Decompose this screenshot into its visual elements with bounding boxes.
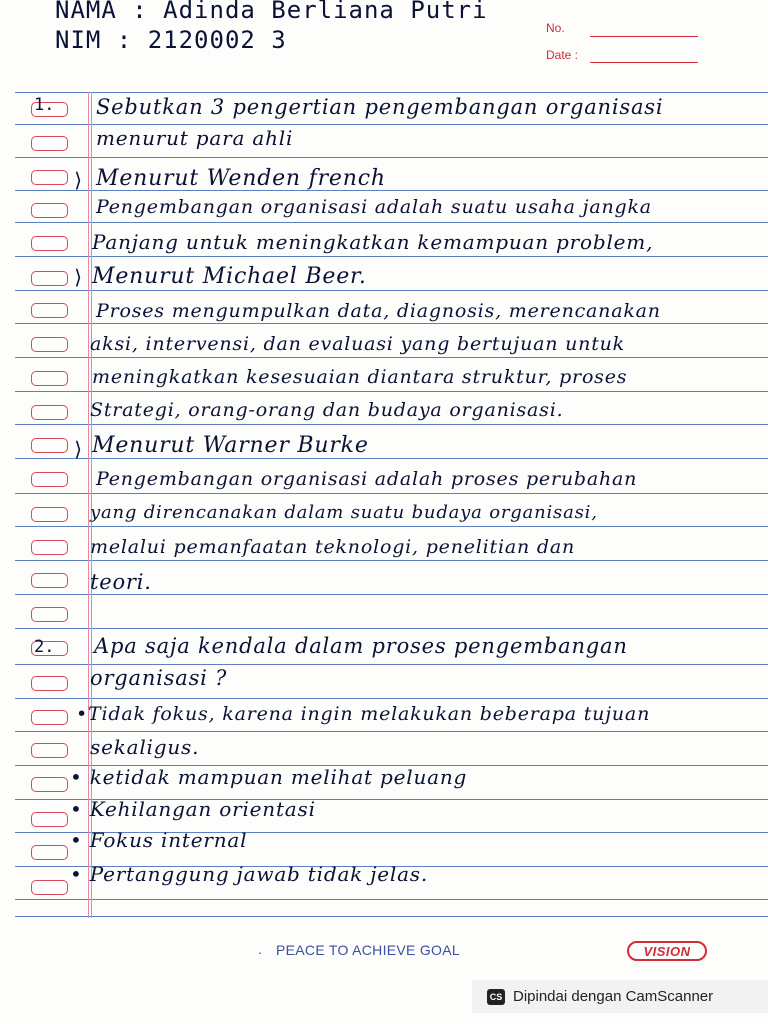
handwritten-line: Menurut Michael Beer. <box>92 264 367 289</box>
margin-box <box>31 573 68 588</box>
handwritten-line: Proses mengumpulkan data, diagnosis, merencanakan <box>96 300 661 322</box>
date-label: Date : <box>546 48 579 62</box>
camscanner-label: Dipindai dengan CamScanner <box>513 988 714 1005</box>
arrow-mark: ⟩ <box>72 168 85 192</box>
handwritten-line: •Tidak fokus, karena ingin melakukan beberapa tujuan <box>76 703 651 725</box>
rule-line <box>15 222 768 223</box>
rule-line <box>15 493 768 494</box>
handwritten-line: • Pertanggung jawab tidak jelas. <box>70 862 429 886</box>
rule-line <box>15 458 768 459</box>
margin-box <box>31 405 68 420</box>
margin-box <box>31 371 68 386</box>
arrow-mark: ⟩ <box>72 265 85 289</box>
handwritten-line: Pengembangan organisasi adalah proses perubahan <box>96 468 638 490</box>
handwritten-line: aksi, intervensi, dan evaluasi yang bertujuan untuk <box>90 333 625 355</box>
question-number-1: 1. <box>34 95 55 115</box>
margin-box <box>31 540 68 555</box>
student-nim: NIM : 2120002 3 <box>55 26 287 54</box>
margin-box <box>31 676 68 691</box>
margin-line <box>88 92 89 918</box>
question-number-2: 2. <box>34 637 55 657</box>
rule-line <box>15 560 768 561</box>
margin-box <box>31 710 68 725</box>
rule-line <box>15 916 768 917</box>
rule-line <box>15 698 768 699</box>
margin-box <box>31 777 68 792</box>
camscanner-watermark <box>472 980 768 1013</box>
handwritten-line: organisasi ? <box>90 666 228 690</box>
rule-line <box>15 323 768 324</box>
rule-line <box>15 357 768 358</box>
handwritten-line: teori. <box>90 570 152 594</box>
rule-line <box>15 594 768 595</box>
margin-box <box>31 438 68 453</box>
margin-box <box>31 607 68 622</box>
vision-brand-logo: VISION <box>627 941 707 961</box>
margin-box <box>31 880 68 895</box>
rule-line <box>15 391 768 392</box>
rule-line <box>15 899 768 900</box>
margin-box <box>31 743 68 758</box>
rule-line <box>15 157 768 158</box>
handwritten-line: meningkatkan kesesuaian diantara struktur, proses <box>92 366 628 388</box>
handwritten-line: Apa saja kendala dalam proses pengembangan <box>94 634 628 658</box>
margin-box <box>31 845 68 860</box>
footer-slogan: PEACE TO ACHIEVE GOAL <box>276 942 460 958</box>
rule-line <box>15 664 768 665</box>
rule-line <box>15 290 768 291</box>
handwritten-line: Sebutkan 3 pengertian pengembangan organisasi <box>96 95 664 119</box>
footer-dot: . <box>258 941 262 957</box>
margin-box <box>31 236 68 251</box>
rule-line <box>15 424 768 425</box>
no-label: No. <box>546 21 565 35</box>
rule-line <box>15 731 768 732</box>
handwritten-line: yang direncanakan dalam suatu budaya organisasi, <box>90 502 598 523</box>
margin-box <box>31 170 68 185</box>
handwritten-line: • ketidak mampuan melihat peluang <box>70 765 468 789</box>
student-name: NAMA : Adinda Berliana Putri <box>55 0 488 24</box>
rule-line <box>15 124 768 125</box>
handwritten-line: Panjang untuk meningkatkan kemampuan problem, <box>92 230 654 254</box>
rule-line <box>15 92 768 93</box>
margin-box <box>31 303 68 318</box>
rule-line <box>15 628 768 629</box>
margin-box <box>31 472 68 487</box>
margin-box <box>31 271 68 286</box>
date-field-line <box>590 62 698 63</box>
rule-line <box>15 256 768 257</box>
margin-box <box>31 136 68 151</box>
handwritten-line: Strategi, orang-orang dan budaya organisasi. <box>90 399 564 421</box>
handwritten-line: melalui pemanfaatan teknologi, penelitian dan <box>90 536 575 558</box>
handwritten-line: • Fokus internal <box>70 828 248 852</box>
camscanner-icon: CS <box>487 989 505 1005</box>
handwritten-line: Pengembangan organisasi adalah suatu usaha jangka <box>96 196 652 218</box>
arrow-mark: ⟩ <box>72 437 85 461</box>
handwritten-line: Menurut Wenden french <box>96 166 386 191</box>
handwritten-line: Menurut Warner Burke <box>92 433 369 458</box>
handwritten-line: menurut para ahli <box>96 126 294 150</box>
margin-box <box>31 507 68 522</box>
margin-box <box>31 203 68 218</box>
margin-box <box>31 812 68 827</box>
no-field-line <box>590 36 698 37</box>
handwritten-line: • Kehilangan orientasi <box>70 797 316 821</box>
rule-line <box>15 526 768 527</box>
margin-box <box>31 337 68 352</box>
handwritten-line: sekaligus. <box>90 735 200 759</box>
